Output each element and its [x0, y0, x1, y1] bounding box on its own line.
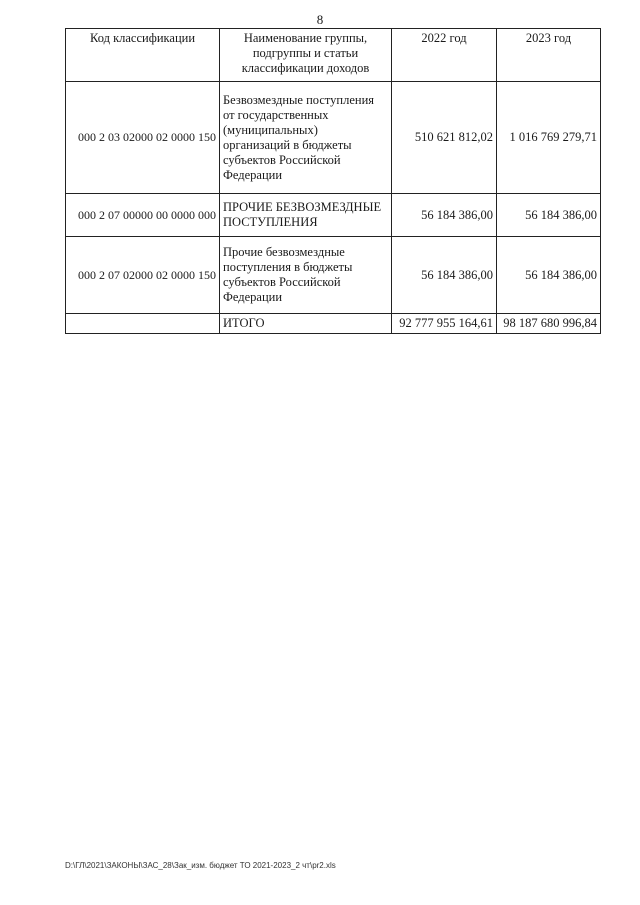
cell-name: ИТОГО [220, 314, 392, 334]
cell-name: ПРОЧИЕ БЕЗВОЗМЕЗДНЫЕ ПОСТУПЛЕНИЯ [220, 194, 392, 237]
header-code: Код классификации [66, 29, 220, 82]
cell-name: Безвозмездные поступления от государственных (муниципальных) организаций в бюджеты субъектов Российской Федерации [220, 82, 392, 194]
cell-2022: 56 184 386,00 [392, 237, 497, 314]
table-row [66, 194, 601, 237]
cell-2023: 56 184 386,00 [497, 237, 601, 314]
cell-code: 000 2 03 02000 02 0000 150 [66, 82, 220, 194]
cell-2023: 98 187 680 996,84 [497, 314, 601, 334]
footer-file-path: D:\ГЛ\2021\ЗАКОНЫ\ЗАС_28\Зак_изм. бюджет ТО 2021-2023_2 чт\pr2.xls [65, 861, 336, 870]
cell-2022: 56 184 386,00 [392, 194, 497, 237]
revenue-table [65, 28, 601, 334]
cell-2022: 510 621 812,02 [392, 82, 497, 194]
cell-2023: 1 016 769 279,71 [497, 82, 601, 194]
page-number: 8 [316, 12, 324, 27]
cell-2023: 56 184 386,00 [497, 194, 601, 237]
cell-code: 000 2 07 02000 02 0000 150 [66, 237, 220, 314]
cell-name: Прочие безвозмездные поступления в бюджеты субъектов Российской Федерации [220, 237, 392, 314]
header-name: Наименование группы, подгруппы и статьи классификации доходов [220, 29, 392, 82]
header-year-2023: 2023 год [497, 29, 601, 82]
total-row [66, 314, 601, 334]
table-row [66, 237, 601, 314]
cell-code [66, 314, 220, 334]
cell-2022: 92 777 955 164,61 [392, 314, 497, 334]
header-year-2022: 2022 год [392, 29, 497, 82]
table-row [66, 82, 601, 194]
table-header-row [66, 29, 601, 82]
cell-code: 000 2 07 00000 00 0000 000 [66, 194, 220, 237]
